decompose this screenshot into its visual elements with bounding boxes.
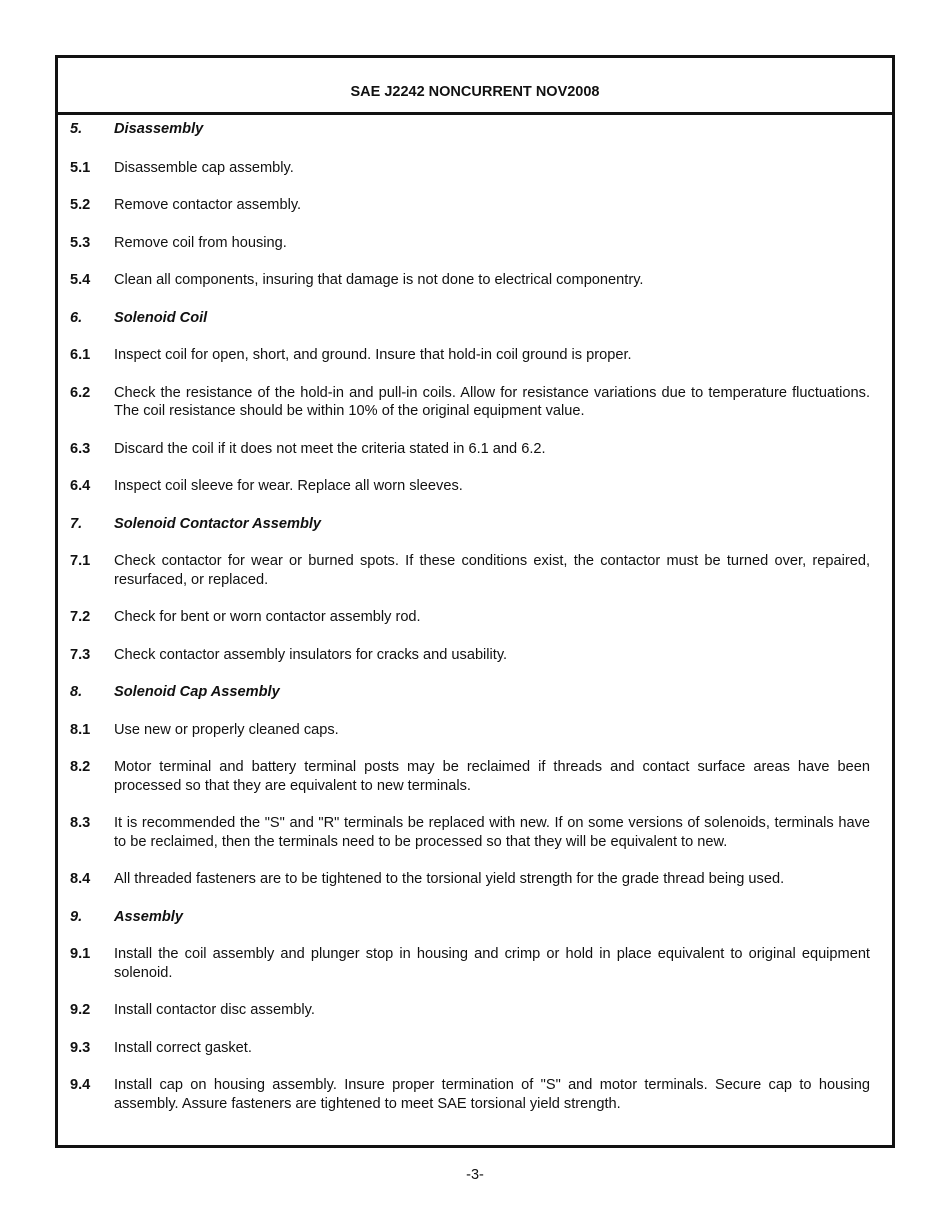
item-number: 9.3: [70, 1039, 91, 1056]
item-text: Inspect coil for open, short, and ground. Insure that hold-in coil ground is proper.: [114, 347, 632, 363]
item-text: Check contactor for wear or burned spots. If these conditions exist, the contactor must be turned over, repaired, resurfaced, or replaced.: [114, 553, 870, 588]
item-number: 9.2: [70, 1002, 91, 1018]
procedure-item: [70, 608, 870, 627]
procedure-item: [70, 1001, 870, 1020]
item-text: Install contactor disc assembly.: [114, 1002, 315, 1018]
item-text: All threaded fasteners are to be tightened to the torsional yield strength for the grade thread being used.: [114, 871, 785, 887]
document-header: SAE J2242 NONCURRENT NOV2008: [58, 58, 892, 115]
item-text: Use new or properly cleaned caps.: [114, 721, 339, 738]
item-number: 6.2: [70, 384, 91, 401]
item-text: Motor terminal and battery terminal posts may be reclaimed if threads and contact surface areas have been processed so that they are equivalent to new terminals.: [114, 759, 870, 794]
item-number: 7.3: [70, 646, 91, 663]
item-number: 9.1: [70, 946, 91, 962]
item-number: 9.4: [70, 1077, 91, 1093]
section-title: Solenoid Cap Assembly: [114, 684, 280, 700]
section-heading: [70, 309, 870, 328]
item-text: Check for bent or worn contactor assembly rod.: [114, 609, 421, 625]
item-text: Install cap on housing assembly. Insure proper termination of "S" and motor terminals. Secure cap to housing assembly. Assure fasteners are tightened to meet SAE torsional yield strength.: [114, 1077, 870, 1112]
item-text: Remove contactor assembly.: [114, 197, 302, 213]
item-text: Install the coil assembly and plunger stop in housing and crimp or hold in place equivalent to original equipment solenoid.: [114, 946, 870, 981]
item-number: 8.2: [70, 759, 91, 775]
procedure-item: [70, 552, 870, 589]
page-number: -3-: [466, 1167, 484, 1183]
procedure-item: [70, 870, 870, 889]
section-title: Solenoid Coil: [114, 309, 208, 326]
procedure-item: [70, 945, 870, 982]
procedure-item: [70, 346, 870, 365]
section-number: 7.: [70, 515, 83, 532]
item-number: 6.4: [70, 478, 91, 494]
procedure-item: [70, 234, 870, 253]
item-number: 5.4: [70, 272, 91, 288]
procedure-item: [70, 1076, 870, 1113]
section-heading: [70, 120, 870, 139]
section-number: 8.: [70, 684, 83, 700]
section-title: Solenoid Contactor Assembly: [114, 515, 322, 532]
item-number: 6.1: [70, 347, 91, 363]
procedure-item: [70, 758, 870, 795]
item-number: 8.4: [70, 871, 91, 887]
item-number: 7.2: [70, 609, 91, 625]
section-heading: [70, 908, 870, 927]
item-number: 8.3: [70, 815, 91, 831]
item-text: Install correct gasket.: [114, 1039, 252, 1056]
item-number: 5.3: [70, 234, 91, 251]
section-number: 9.: [70, 908, 83, 925]
section-number: 6.: [70, 309, 83, 326]
item-number: 7.1: [70, 553, 91, 569]
item-number: 6.3: [70, 440, 91, 457]
section-title: Assembly: [114, 908, 183, 925]
procedure-item: [70, 477, 870, 496]
item-number: 5.1: [70, 159, 91, 176]
item-text: It is recommended the "S" and "R" terminals be replaced with new. If on some versions of solenoids, terminals have to be reclaimed, then the terminals need to be processed so that they will be equivalent to new.: [114, 815, 870, 850]
procedure-item: [70, 384, 870, 421]
procedure-item: [70, 196, 870, 215]
item-text: Inspect coil sleeve for wear. Replace all worn sleeves.: [114, 478, 463, 494]
procedure-list: [70, 120, 870, 1132]
section-number: 5.: [70, 121, 83, 137]
procedure-item: [70, 1039, 870, 1058]
procedure-item: [70, 721, 870, 740]
item-text: Check contactor assembly insulators for cracks and usability.: [114, 646, 508, 663]
document-frame: [55, 55, 895, 1148]
procedure-item: [70, 159, 870, 178]
section-heading: [70, 515, 870, 534]
procedure-item: [70, 814, 870, 851]
section-title: Disassembly: [114, 121, 204, 137]
item-number: 8.1: [70, 721, 91, 738]
procedure-item: [70, 646, 870, 665]
item-text: Clean all components, insuring that damage is not done to electrical componentry.: [114, 272, 644, 288]
item-text: Check the resistance of the hold-in and pull-in coils. Allow for resistance variations due to temperature fluctuations. The coil resistance should be within 10% of the original equipment value.: [114, 384, 870, 419]
procedure-item: [70, 271, 870, 290]
item-text: Disassemble cap assembly.: [114, 159, 294, 176]
section-heading: [70, 683, 870, 702]
procedure-item: [70, 440, 870, 459]
item-number: 5.2: [70, 197, 91, 213]
item-text: Remove coil from housing.: [114, 234, 287, 251]
item-text: Discard the coil if it does not meet the criteria stated in 6.1 and 6.2.: [114, 440, 546, 457]
